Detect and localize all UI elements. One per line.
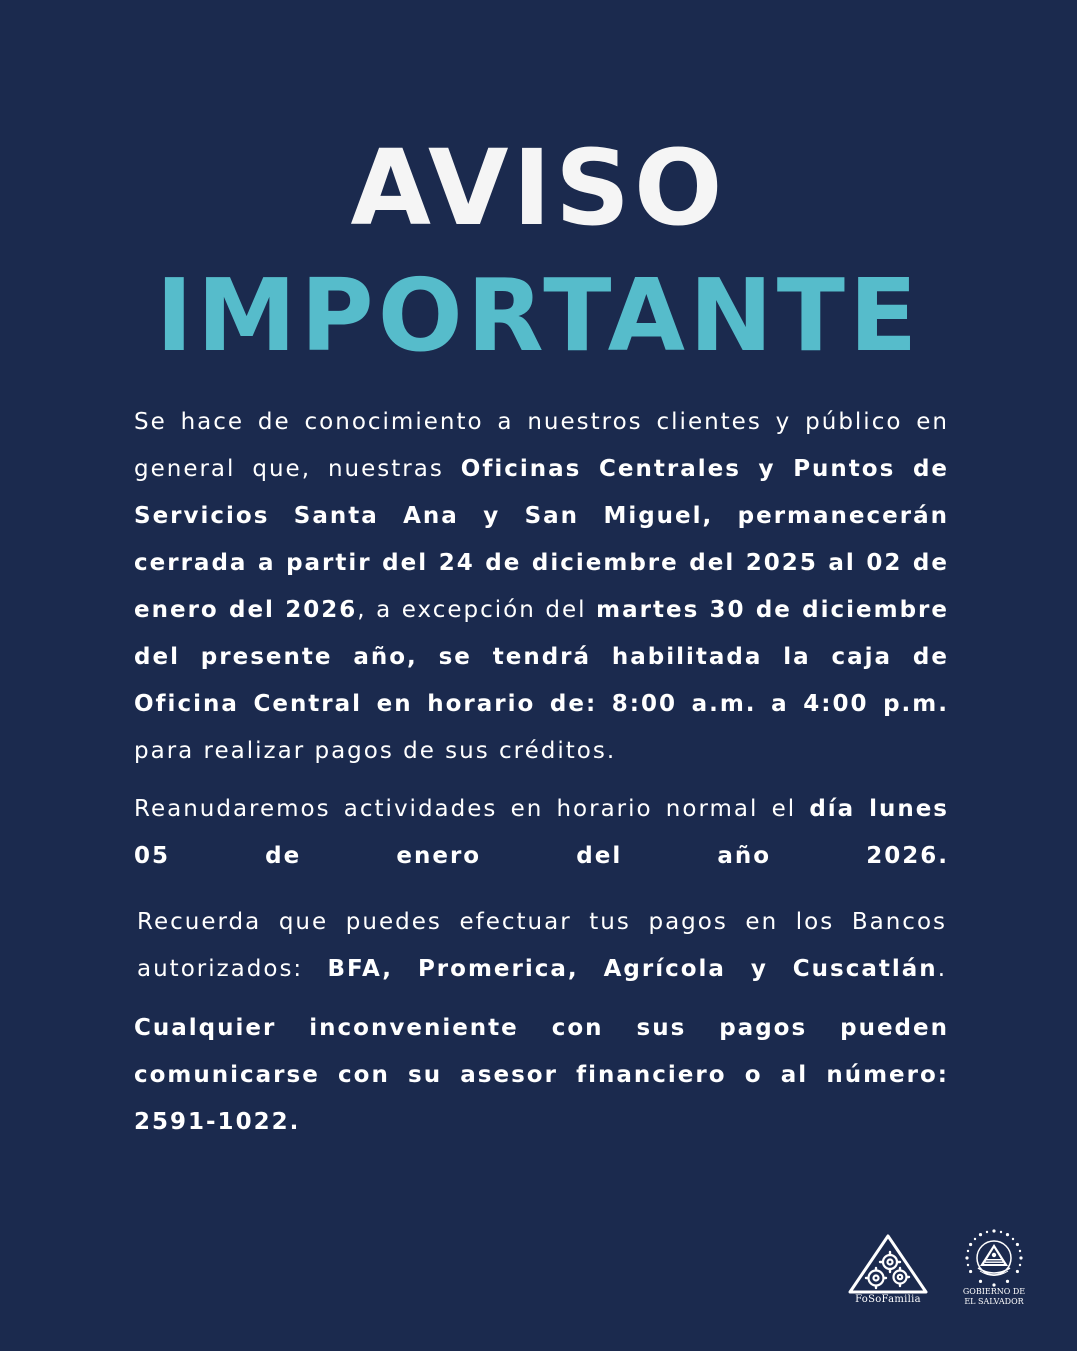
paragraph-text: para realizar pagos de sus créditos. — [134, 738, 617, 764]
gobierno-el-salvador-label — [950, 1287, 1038, 1307]
gobierno-label-line1: GOBIERNO DE — [962, 1287, 1026, 1296]
title-importante: IMPORTANTE — [155, 257, 922, 374]
paragraph-closure-notice — [134, 399, 949, 775]
paragraph-bold-text: BFA, Promerica, Agrícola y Cuscatlán — [327, 956, 938, 982]
paragraph-text: , a excepción del — [357, 597, 597, 623]
fosofamilia-logo-label: FoSoFamilia — [855, 1294, 921, 1305]
paragraph-bold-text: día lunes 05 de enero del año 2026. — [134, 796, 949, 869]
paragraph-bold-text: Cualquier inconveniente con sus pagos pueden comunicarse con su asesor financiero o al número: 2591-1022. — [134, 1015, 949, 1135]
paragraph-text: Se hace de conocimiento a nuestros clientes y público en general que, nuestras — [134, 409, 949, 482]
paragraph-resume-activities — [134, 786, 949, 880]
paragraph-bold-text: Oficinas Centrales y Puntos de Servicios Santa Ana y San Miguel, permanecerán cerrada a partir del 24 de diciembre del 2025 al 02 de enero del 2026 — [134, 456, 950, 623]
title-aviso: AVISO — [350, 127, 727, 249]
gobierno-label-line2: EL SALVADOR — [964, 1297, 1024, 1306]
gobierno-el-salvador-seal-icon — [962, 1226, 1026, 1290]
paragraph-bold-text: martes 30 de diciembre del presente año, se tendrá habilitada la caja de Oficina Central en horario de: 8:00 a.m. a 4:00 p.m. — [134, 597, 949, 717]
paragraph-contact — [134, 1005, 949, 1146]
paragraph-text: Recuerda que puedes efectuar tus pagos en los Bancos autorizados: — [137, 909, 947, 982]
paragraph-text: Reanudaremos actividades en horario normal el — [134, 796, 810, 822]
paragraph-text: . — [937, 956, 947, 982]
paragraph-authorized-banks — [137, 899, 947, 993]
